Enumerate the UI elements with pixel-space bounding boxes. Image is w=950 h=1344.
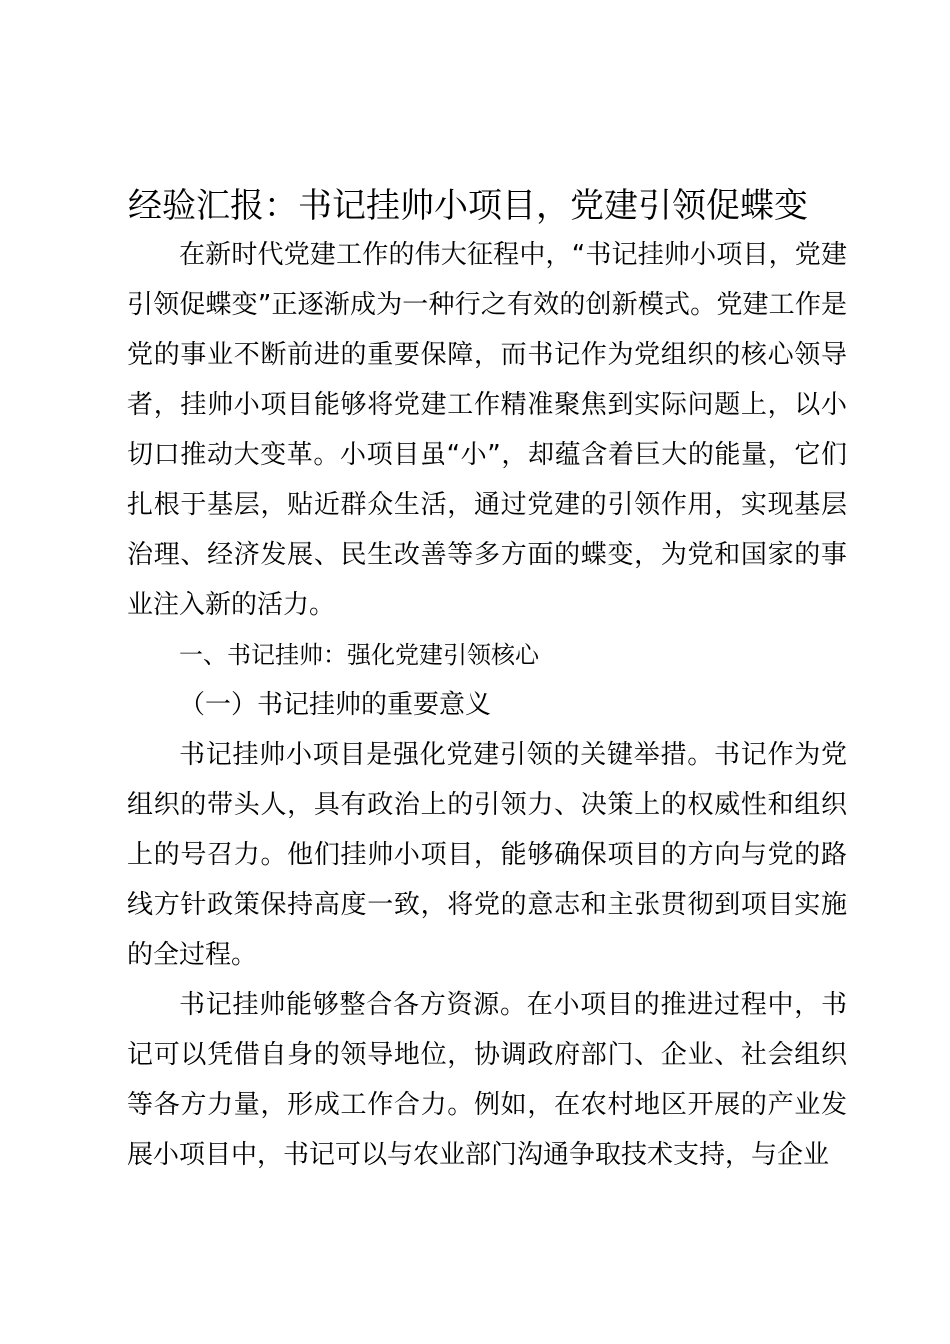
document-body [127, 230, 847, 1180]
section-heading-1: 一、书记挂帅：强化党建引领核心 [179, 641, 539, 669]
paragraph-significance: 书记挂帅小项目是强化党建引领的关键举措。书记作为党组织的带头人，具有政治上的引领力、决策上的权威性和组织上的号召力。他们挂帅小项目，能够确保项目的方向与党的路线方针政策保持高度一致，将党的意志和主张贯彻到项目实施的全过程。 [127, 740, 847, 970]
paragraph-resources: 书记挂帅能够整合各方资源。在小项目的推进过程中，书记可以凭借自身的领导地位，协调政府部门、企业、社会组织等各方力量，形成工作合力。例如，在农村地区开展的产业发展小项目中，书记可以与农业部门沟通争取技术支持，与企业 [127, 990, 847, 1170]
subsection-heading-1: （一）书记挂帅的重要意义 [179, 690, 492, 720]
paragraph-intro: 在新时代党建工作的伟大征程中，“书记挂帅小项目，党建引领促蝶变”正逐渐成为一种行之有效的创新模式。党建工作是党的事业不断前进的重要保障，而书记作为党组织的核心领导者，挂帅小项目能够将党建工作精准聚焦到实际问题上，以小切口推动大变革。小项目虽“小”，却蕴含着巨大的能量，它们扎根于基层，贴近群众生活，通过党建的引领作用，实现基层治理、经济发展、民生改善等多方面的蝶变，为党和国家的事业注入新的活力。 [127, 240, 847, 620]
document-title: 经验汇报：书记挂帅小项目，党建引领促蝶变 [128, 186, 808, 226]
